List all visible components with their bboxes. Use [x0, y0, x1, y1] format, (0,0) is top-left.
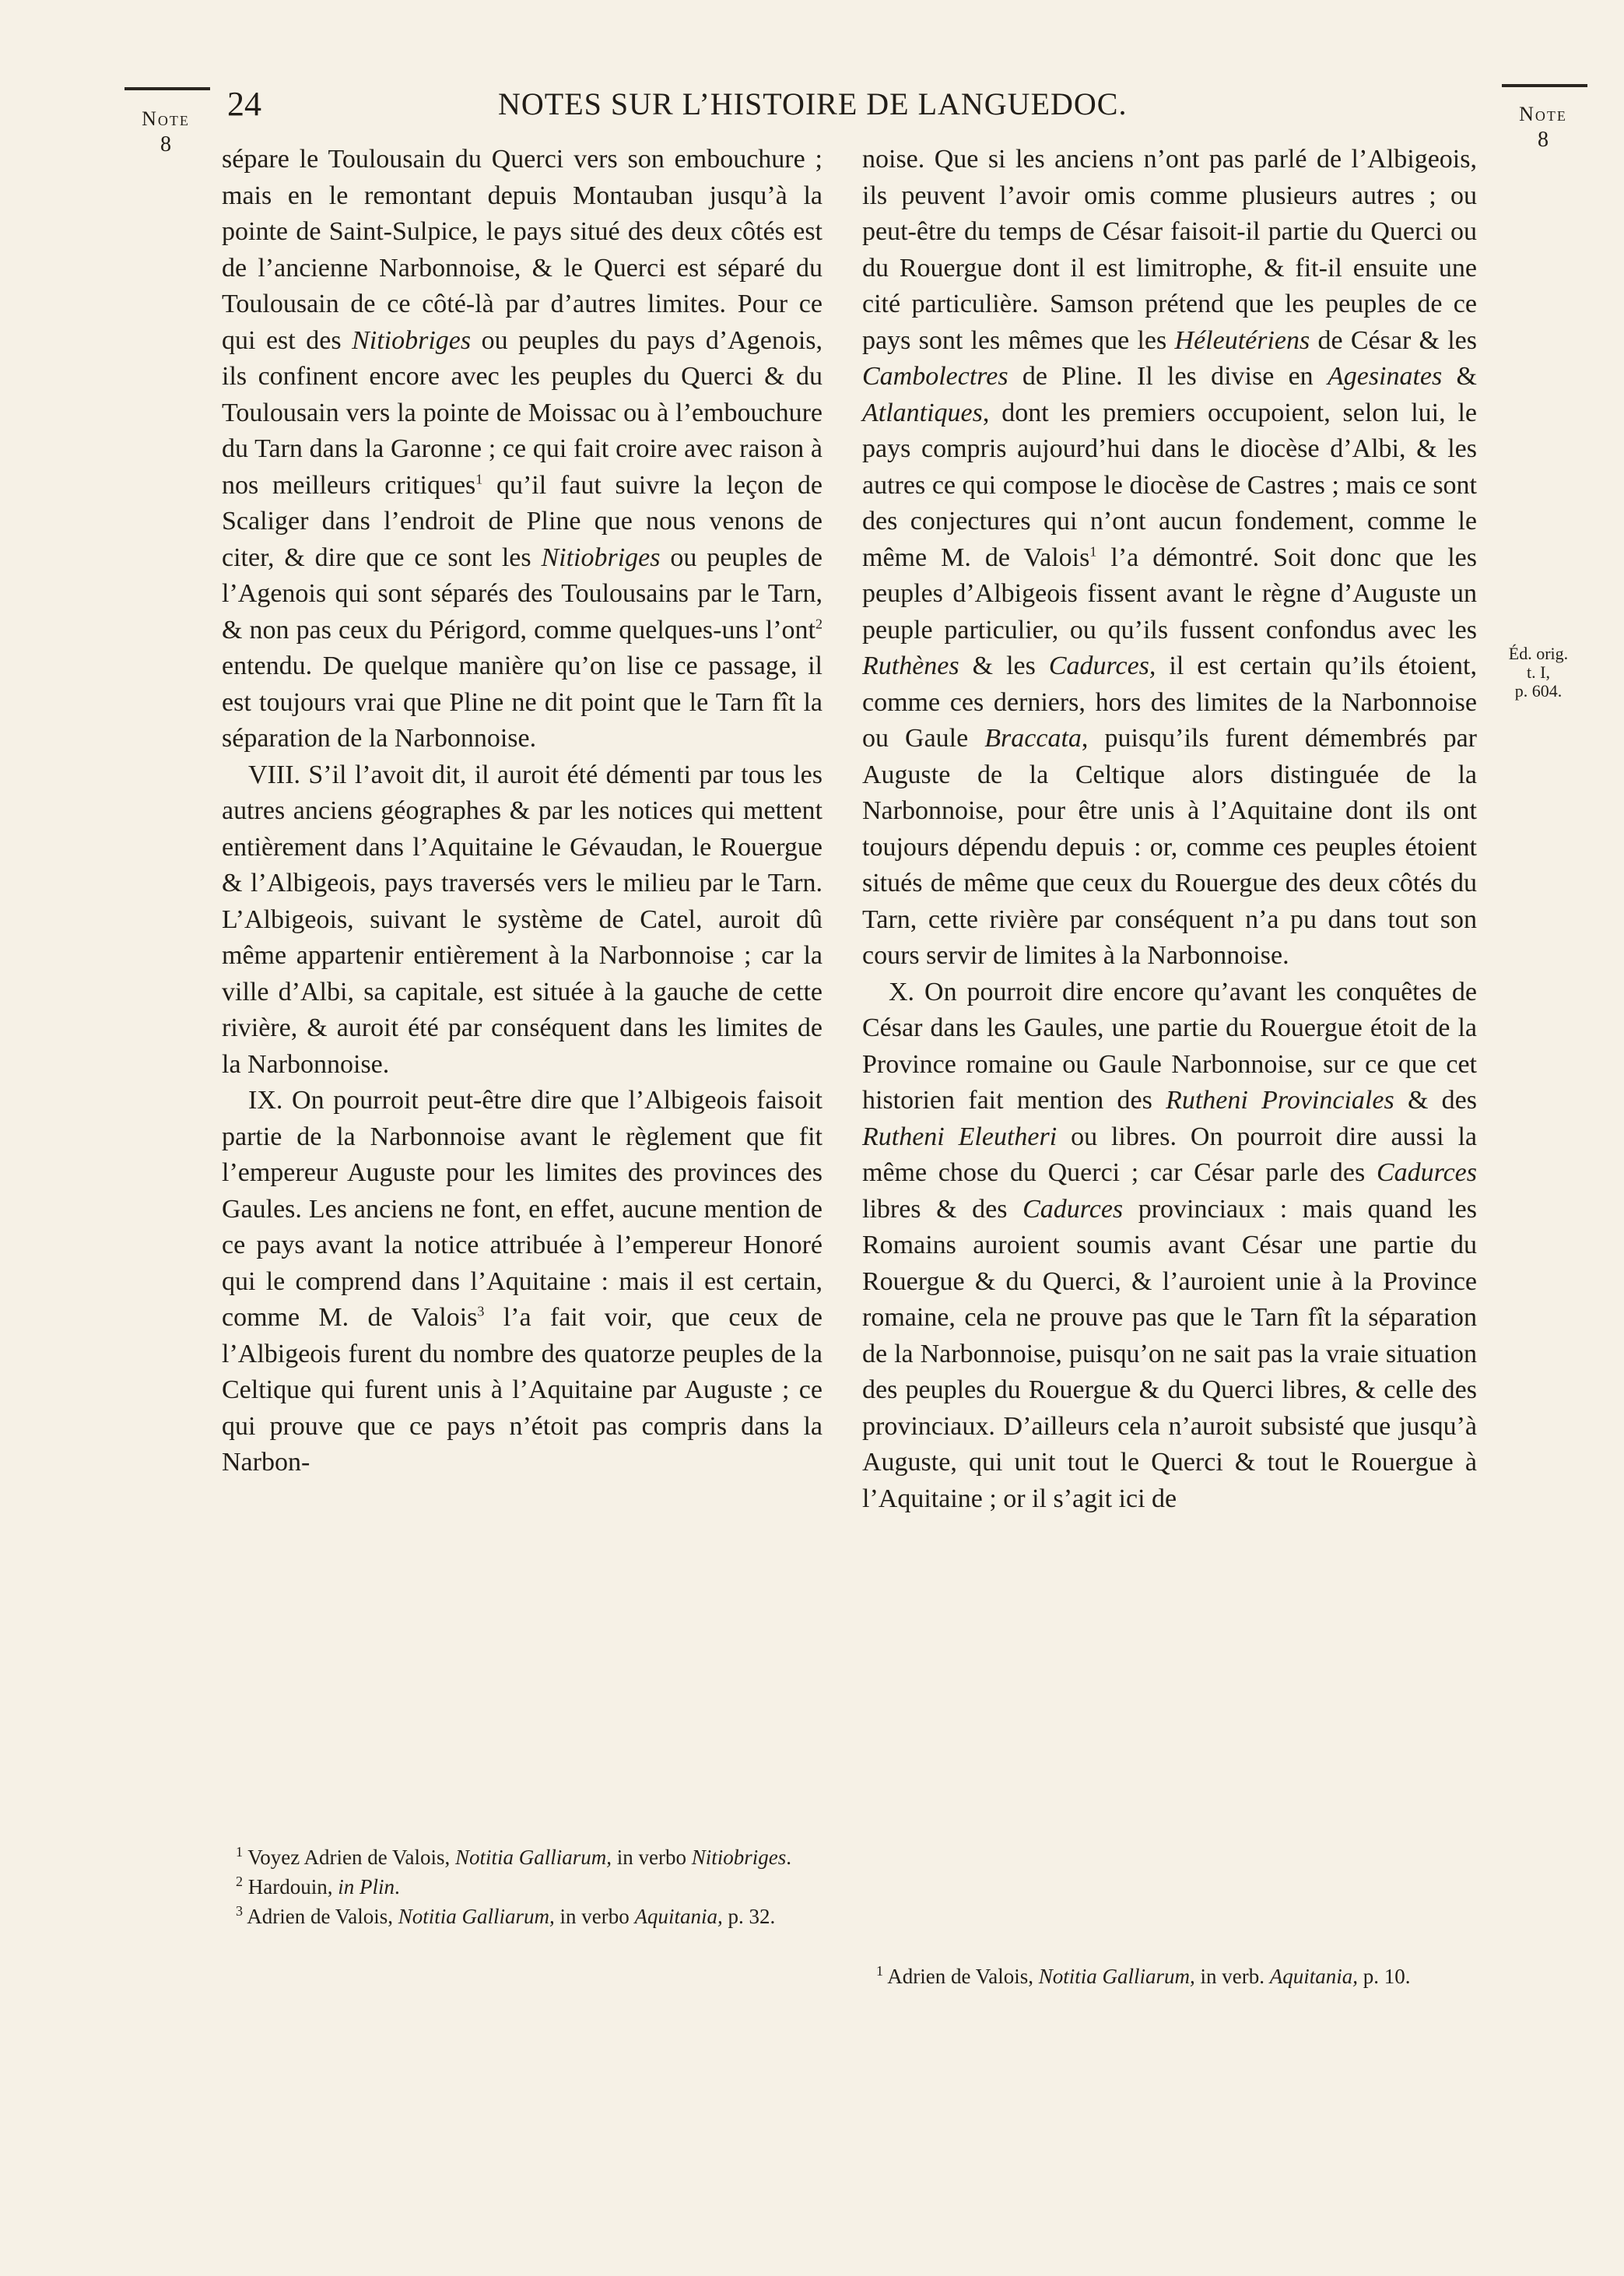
- text-run: de Pline. Il les divise en: [1008, 362, 1328, 391]
- italic-term: Cadurces: [1022, 1194, 1124, 1224]
- footnote: [222, 1842, 823, 1872]
- header-rule-left: [125, 87, 210, 90]
- text-run: qu’il faut suivre la leçon de Scaliger dans l’endroit de Pline que nous venons de citer, & dire que ce sont les: [222, 470, 823, 572]
- italic-term: Rutheni Provinciales: [1166, 1086, 1394, 1115]
- text-run: in verb.: [1194, 1965, 1270, 1988]
- footnote: [862, 1962, 1477, 1991]
- italic-term: Notitia Galliarum,: [398, 1905, 555, 1928]
- right-column: [862, 142, 1477, 1517]
- note-label-right: Note: [1519, 103, 1567, 125]
- footnote-ref: 1: [1089, 543, 1097, 560]
- footnote-marker: 3: [236, 1903, 243, 1919]
- note-number-right: 8: [1538, 128, 1549, 152]
- text-run: .: [786, 1846, 792, 1869]
- text-run: in verbo: [554, 1905, 635, 1928]
- text-run: de César & les: [1310, 325, 1478, 355]
- italic-term: Cambolectres: [862, 362, 1008, 391]
- italic-term: Cadurces: [1376, 1158, 1477, 1187]
- text-run: l’a démontré. Soit donc que les peuples d’Albigeois fissent avant le règne d’Auguste un peuple particulier, ou qu’ils fussent confondus avec les: [862, 543, 1477, 645]
- italic-term: Ruthènes: [862, 652, 959, 680]
- text-run: Voyez Adrien de Valois,: [243, 1846, 455, 1869]
- paragraph: [862, 142, 1477, 975]
- left-footnotes: [222, 1842, 823, 1931]
- italic-term: Nitiobriges: [691, 1846, 787, 1869]
- text-run: Adrien de Valois,: [883, 1965, 1039, 1988]
- footnote-ref: 3: [477, 1303, 485, 1319]
- italic-term: Atlantiques: [862, 398, 983, 427]
- note-label-left: Note: [142, 107, 190, 130]
- header-rule-right: [1502, 84, 1587, 87]
- text-run: ou libres. On pourroit dire aussi la même chose du Querci ; car César parle des: [862, 1122, 1477, 1187]
- text-run: l’a fait voir, que ceux de l’Albigeois furent du nombre des quatorze peuples de la Celtique qui furent unis à l’Aquitaine par Auguste ; ce qui prouve que ce pays n’étoit pas compris dans la Narbon-: [222, 1303, 823, 1477]
- text-run: , puisqu’ils furent démembrés par Auguste de la Celtique alors distinguée de la Narbonnoise, pour être unis à l’Aquitaine dont ils ont toujours dépendu depuis : or, comme ces peuples étoient situés de même que ceux du Rouergue des deux côtés du Tarn, cette rivière par conséquent n’a pu dans tout son cours servir de limites à la Narbonnoise.: [862, 724, 1477, 970]
- text-run: provinciaux : mais quand les Romains auroient soumis avant César une partie du Rouergue & du Querci, & l’auroient unie à la Province romaine, cela ne prouve pas que le Tarn fît la séparation de la Narbonnoise, puisqu’on ne sait pas la vraie situation des peuples du Rouergue & du Querci libres, & celle des provinciaux. D’ailleurs cela n’auroit subsisté que jusqu’à Auguste, qui unit tout le Querci & tout le Rouergue à l’Aquitaine ; or il s’agit ici de: [862, 1194, 1477, 1513]
- footnote-marker: 1: [876, 1963, 883, 1979]
- left-column: [222, 142, 823, 1481]
- footnote: [222, 1872, 823, 1902]
- note-number-left: 8: [160, 132, 171, 156]
- text-run: sépare le Toulousain du Querci vers son embouchure ; mais en le remontant depuis Montauban jusqu’à la pointe de Saint-Sulpice, le pays situé des deux côtés est de l’ancienne Narbonnoise, & le Querci est séparé du Toulousain de ce côté-là par d’autres limites. Pour ce qui est des: [222, 145, 823, 355]
- italic-term: Cadurces,: [1048, 652, 1156, 680]
- paragraph: [222, 142, 823, 757]
- margin-note-line: p. 604.: [1514, 681, 1563, 701]
- text-run: & des: [1394, 1086, 1477, 1115]
- italic-term: in Plin: [338, 1875, 395, 1898]
- text-run: il est certain qu’ils étoient, comme ces derniers, hors des limites de la Narbonnoise ou Gaule: [862, 652, 1477, 753]
- text-run: .: [394, 1875, 400, 1898]
- italic-term: Notitia Galliarum,: [454, 1846, 612, 1869]
- text-run: Hardouin,: [243, 1875, 338, 1898]
- footnote-ref: 2: [816, 616, 823, 632]
- italic-term: Héleutériens: [1174, 325, 1310, 355]
- text-run: VIII. S’il l’avoit dit, il auroit été démenti par tous les autres anciens géographes & par les notices qui mettent entièrement dans l’Aquitaine le Gévaudan, le Rouergue & l’Albigeois, pays traversés vers le milieu par le Tarn. L’Albigeois, suivant le système de Catel, auroit dû même appartenir entièrement à la Narbonnoise ; car la ville d’Albi, sa capitale, est située à la gauche de cette rivière, & auroit été par conséquent dans les limites de la Narbonnoise.: [222, 760, 823, 1079]
- margin-note-line: t. I,: [1527, 662, 1550, 682]
- text-run: p. 32.: [722, 1905, 776, 1928]
- text-run: ou peuples du pays d’Agenois, ils confinent encore avec les peuples du Querci & du Toulousain vers la pointe de Moissac ou à l’embouchure du Tarn dans la Garonne ; ce qui fait croire avec raison à nos meilleurs critiques: [222, 325, 823, 500]
- paragraph: [862, 975, 1477, 1518]
- text-run: & les: [959, 652, 1049, 680]
- italic-term: Agesinates: [1327, 362, 1443, 391]
- right-footnotes: [862, 1962, 1477, 1991]
- italic-term: Notitia Galliarum,: [1038, 1965, 1195, 1988]
- italic-term: Nitiobriges: [352, 325, 472, 355]
- text-run: p. 10.: [1358, 1965, 1411, 1988]
- text-run: noise. Que si les anciens n’ont pas parlé de l’Albigeois, ils peuvent l’avoir omis comme plusieurs autres ; ou peut-être du temps de César faisoit-il partie du Querci ou du Rouergue dont il est limitrophe, & fit-il ensuite une cité particulière. Samson prétend que les peuples de ce pays sont les mêmes que les: [862, 145, 1477, 355]
- text-run: IX. On pourroit peut-être dire que l’Albigeois faisoit partie de la Narbonnoise avant le règlement que fit l’empereur Auguste pour les limites des provinces des Gaules. Les anciens ne font, en effet, aucune mention de ce pays avant la notice attribuée à l’empereur Honoré qui le comprend dans l’Aquitaine : mais il est certain, comme M. de Valois: [222, 1086, 823, 1332]
- paragraph: [222, 757, 823, 1084]
- running-title: NOTES SUR L’HISTOIRE DE LANGUEDOC.: [498, 86, 1128, 121]
- paragraph: [222, 1083, 823, 1481]
- italic-term: Rutheni Eleutheri: [862, 1122, 1058, 1151]
- text-run: &: [1442, 362, 1477, 391]
- text-run: libres & des: [862, 1194, 1023, 1224]
- margin-note-line: Éd. orig.: [1508, 644, 1569, 663]
- margin-note: [1488, 645, 1589, 701]
- italic-term: Aquitania,: [634, 1905, 723, 1928]
- text-run: ou peuples de l’Agenois qui sont séparés des Toulousains par le Tarn, & non pas ceux du Périgord, comme quelques-uns l’ont: [222, 543, 823, 645]
- italic-term: Nitiobriges: [541, 543, 661, 572]
- text-run: entendu. De quelque manière qu’on lise ce passage, il est toujours vrai que Pline ne dit point que le Tarn fît la séparation de la Narbonnoise.: [222, 652, 823, 753]
- text-run: Adrien de Valois,: [243, 1905, 398, 1928]
- footnote: [222, 1902, 823, 1931]
- footnote-ref: 1: [475, 471, 483, 487]
- text-run: X. On pourroit dire encore qu’avant les conquêtes de César dans les Gaules, une partie du Rouergue étoit de la Province romaine ou Gaule Narbonnoise, sur ce que cet historien fait mention des: [862, 977, 1477, 1115]
- text-run: in verbo: [612, 1846, 692, 1869]
- italic-term: Aquitania,: [1269, 1965, 1358, 1988]
- page-number: 24: [227, 85, 261, 123]
- footnote-marker: 2: [236, 1874, 243, 1889]
- text-run: , dont les premiers occupoient, selon lui, le pays compris aujourd’hui dans le diocèse d’Albi, & les autres ce qui compose le diocèse de Castres ; mais ce sont des conjectures qui n’ont aucun fondement, comme le même M. de Valois: [862, 398, 1477, 572]
- footnote-marker: 1: [236, 1844, 243, 1860]
- italic-term: Braccata: [984, 724, 1082, 753]
